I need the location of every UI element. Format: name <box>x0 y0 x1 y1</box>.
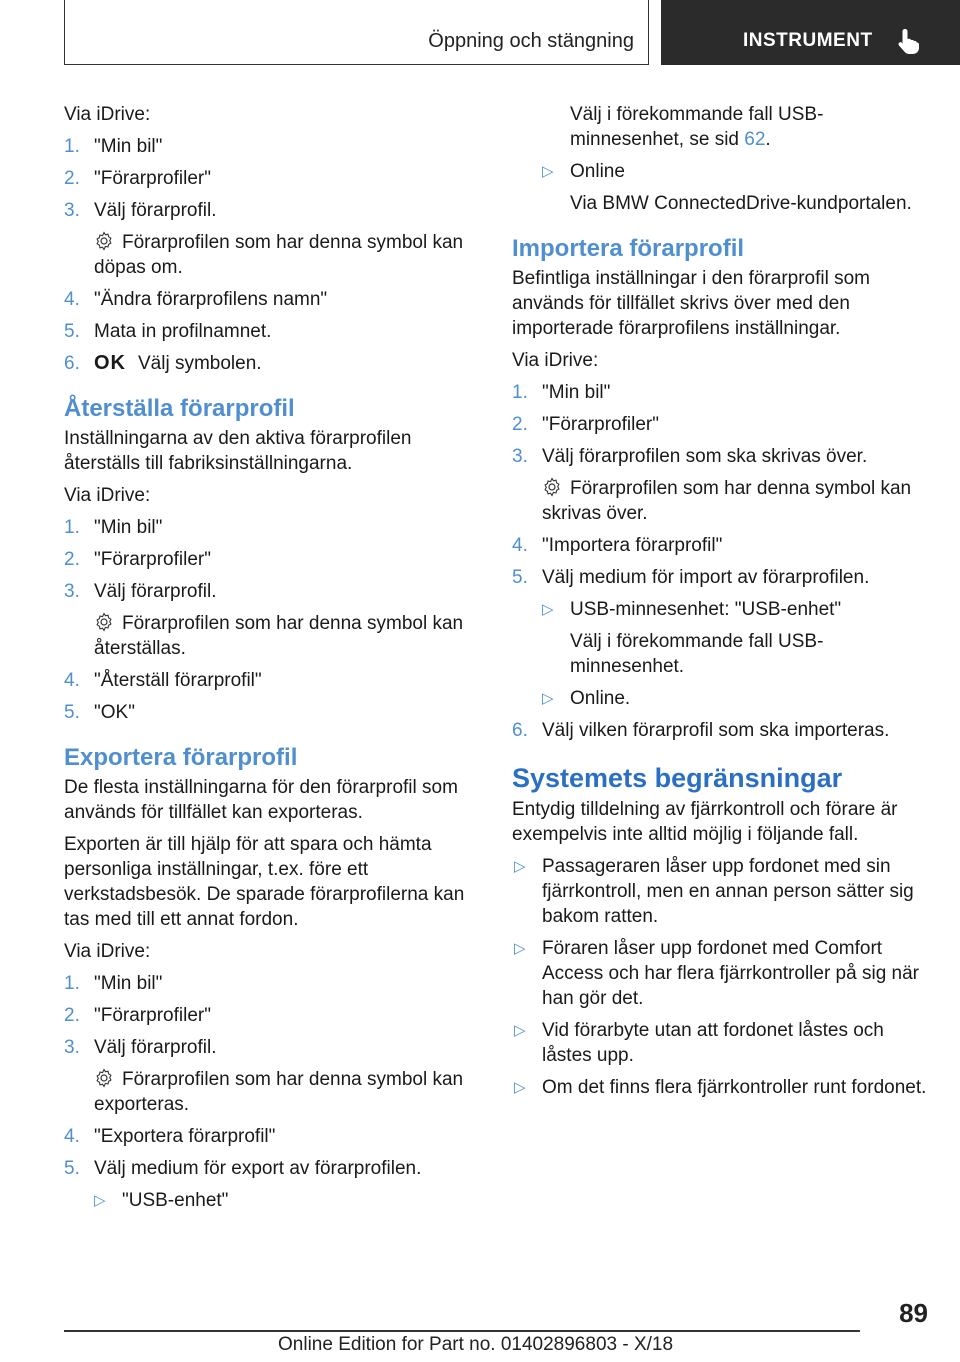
paragraph: Entydig tilldelning av fjärrkontroll och förare är exempelvis inte alltid möjlig i följande fall. <box>512 799 898 845</box>
triangle-bullet-icon: ▷ <box>514 1079 526 1096</box>
bullet-item: ▷ USB-minnesenhet: "USB-enhet" <box>542 599 842 620</box>
header-section-box <box>64 0 649 65</box>
gear-icon <box>94 612 114 632</box>
list-item: 3. Välj förarprofil. <box>64 200 217 221</box>
triangle-bullet-icon: ▷ <box>542 163 554 180</box>
triangle-bullet-icon: ▷ <box>542 690 554 707</box>
bullet-item: ▷ Vid förarbyte utan att fordonet låstes och låstes upp. <box>514 1020 884 1066</box>
section-title: Öppning och stängning <box>428 30 634 52</box>
right-column <box>512 102 932 1107</box>
list-item: 4. "Exportera förarprofil" <box>64 1126 276 1147</box>
via-idrive-label: Via iDrive: <box>64 941 151 962</box>
list-item: 4. "Importera förarprofil" <box>512 535 723 556</box>
heading-export-profile: Exportera förarprofil <box>64 744 298 771</box>
heading-system-limits: Systemets begränsningar <box>512 763 843 793</box>
via-idrive-label: Via iDrive: <box>64 485 151 506</box>
symbol-note: Förarprofilen som har denna symbol kan döpas om. <box>94 232 464 278</box>
list-item: 2. "Förarprofiler" <box>64 168 211 189</box>
bullet-item: ▷ Online <box>542 161 625 182</box>
triangle-bullet-icon: ▷ <box>514 940 526 957</box>
list-item: 3. Välj förarprofil. <box>64 1037 217 1058</box>
list-item: 5. "OK" <box>64 702 135 723</box>
symbol-note: Förarprofilen som har denna symbol kan skrivas över. <box>542 478 912 524</box>
paragraph: Exporten är till hjälp för att spara och hämta personliga inställningar, t.ex. före ett verkstadsbesök. De sparade förarprofilerna kan tas med till ett annat fordon. <box>64 834 465 930</box>
triangle-bullet-icon: ▷ <box>542 601 554 618</box>
hand-pointer-icon <box>894 26 924 56</box>
bullet-item: ▷ "USB-enhet" <box>94 1190 229 1211</box>
list-item: 6. OK Välj symbolen. <box>64 352 262 374</box>
gear-icon <box>94 231 114 251</box>
bullet-item: ▷ Online. <box>542 688 631 709</box>
list-item: 4. "Återställ förarprofil" <box>64 670 262 691</box>
list-item: 1. "Min bil" <box>64 517 163 538</box>
list-item: 1. "Min bil" <box>64 136 163 157</box>
bullet-subtext: Välj i förekommande fall USB-minnesenhet. <box>570 631 824 677</box>
bullet-item: ▷ Passageraren låser upp fordonet med sin fjärrkontroll, men en annan person sätter sig bakom ratten. <box>514 856 914 927</box>
list-item: 1. "Min bil" <box>512 382 611 403</box>
ok-symbol: OK <box>94 352 126 374</box>
continued-text: Välj i förekommande fall USB-minnesenhet, se sid 62. <box>570 104 824 150</box>
bullet-subtext: Via BMW ConnectedDrive-kundportalen. <box>570 193 912 214</box>
page-number: 89 <box>899 1298 928 1328</box>
list-item: 6. Välj vilken förarprofil som ska importeras. <box>512 720 890 741</box>
footer-edition: Online Edition for Part no. 01402896803 - X/18 <box>278 1334 674 1355</box>
symbol-note: Förarprofilen som har denna symbol kan exporteras. <box>94 1069 464 1115</box>
triangle-bullet-icon: ▷ <box>94 1192 106 1209</box>
triangle-bullet-icon: ▷ <box>514 858 526 875</box>
list-item: 4. "Ändra förarprofilens namn" <box>64 289 328 310</box>
list-item: 3. Välj förarprofilen som ska skrivas över. <box>512 446 868 467</box>
list-item: 2. "Förarprofiler" <box>512 414 659 435</box>
gear-icon <box>542 477 562 497</box>
heading-import-profile: Importera förarprofil <box>512 235 745 262</box>
paragraph: Befintliga inställningar i den förarprofil som används för tillfället skrivs över med den importerade förarprofilens inställningar. <box>512 268 871 339</box>
triangle-bullet-icon: ▷ <box>514 1022 526 1039</box>
page-link[interactable]: 62 <box>744 129 766 150</box>
header-chapter-tab[interactable] <box>661 0 960 65</box>
list-item: 3. Välj förarprofil. <box>64 581 217 602</box>
bullet-item: ▷ Om det finns flera fjärrkontroller runt fordonet. <box>514 1077 927 1098</box>
paragraph: Inställningarna av den aktiva förarprofilen återställs till fabriksinställningarna. <box>64 428 412 474</box>
footer-divider <box>64 1330 860 1332</box>
paragraph: De flesta inställningarna för den förarprofil som används för tillfället kan exporteras. <box>64 777 458 823</box>
list-item: 2. "Förarprofiler" <box>64 549 211 570</box>
list-item: 5. Välj medium för import av förarprofilen. <box>512 567 870 588</box>
list-item: 5. Välj medium för export av förarprofilen. <box>64 1158 422 1179</box>
chapter-title: INSTRUMENT <box>743 30 873 51</box>
list-item: 5. Mata in profilnamnet. <box>64 321 272 342</box>
via-idrive-label: Via iDrive: <box>64 104 151 125</box>
bullet-item: ▷ Föraren låser upp fordonet med Comfort Access och har flera fjärrkontroller på sig när han gör det. <box>514 938 919 1009</box>
list-item: 1. "Min bil" <box>64 973 163 994</box>
heading-reset-profile: Återställa förarprofil <box>64 395 295 422</box>
gear-icon <box>94 1068 114 1088</box>
via-idrive-label: Via iDrive: <box>512 350 599 371</box>
symbol-note: Förarprofilen som har denna symbol kan återställas. <box>94 613 464 659</box>
left-column <box>64 102 484 1220</box>
list-item: 2. "Förarprofiler" <box>64 1005 211 1026</box>
